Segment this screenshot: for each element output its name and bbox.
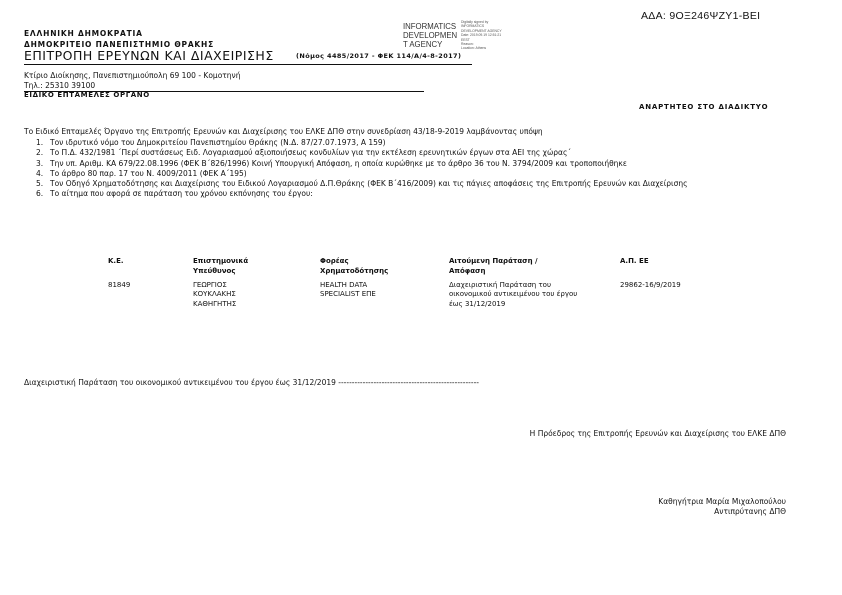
- intro-paragraph: Το Ειδικό Επταμελές Όργανο της Επιτροπής Ερευνών και Διαχείρισης του ΕΛΚΕ ΔΠΘ στην συνεδρίαση 43/18-9-2019 λαμβάνοντας υπόψη: [24, 127, 543, 136]
- header-divider: [24, 64, 472, 65]
- stamp-line-1: INFORMATICS: [403, 22, 457, 31]
- list-item-number: 5.: [36, 179, 44, 189]
- table-header-protocol: Α.Π. ΕΕ: [620, 257, 649, 265]
- list-item-text: Την υπ. Αριθμ. ΚΑ 679/22.08.1996 (ΦΕΚ Β΄826/1996) Κοινή Υπουργική Απόφαση, η οποία κυρώθηκε με το άρθρο 36 του Ν. 3794/2009 και τροποποιήθηκε: [50, 158, 627, 168]
- table-header-responsible: Επιστημονικά Υπεύθυνος: [193, 257, 249, 275]
- list-item-text: Τον ιδρυτικό νόμο του Δημοκριτείου Πανεπιστημίου Θράκης (Ν.Δ. 87/27.07.1973, Α 159): [50, 138, 386, 147]
- header-committee: ΕΠΙΤΡΟΠΗ ΕΡΕΥΝΩΝ ΚΑΙ ΔΙΑΧΕΙΡΙΣΗΣ: [24, 48, 274, 63]
- list-item-text: Τον Οδηγό Χρηματοδότησης και Διαχείρισης του Ειδικού Λογαριασμού Δ.Π.Θράκης (ΦΕΚ Β΄416/2009) και τις πάγιες αποφάσεις της Επιτροπής Ερευνών και Διαχείρισης: [50, 179, 688, 189]
- table-cell-protocol: 29862-16/9/2019: [620, 281, 681, 289]
- table-cell-funder: HEALTH DATA SPECIALIST ΕΠΕ: [320, 281, 376, 299]
- decision-text: Διαχειριστική Παράταση του οικονομικού αντικειμένου του έργου έως 31/12/2019 ----------------------------------------------------: [24, 378, 479, 387]
- table-header-funder: Φορέας Χρηματοδότησης: [320, 257, 389, 275]
- stamp-detail: EEST: [461, 37, 470, 42]
- stamp-detail: DEVELOPMENT AGENCY: [461, 28, 502, 33]
- header-organ: ΕΙΔΙΚΟ ΕΠΤΑΜΕΛΕΣ ΟΡΓΑΝΟ: [24, 91, 150, 99]
- list-item-number: 4.: [36, 168, 44, 178]
- publication-notice: ΑΝΑΡΤΗΤΕΟ ΣΤΟ ΔΙΑΔΙΚΤΥΟ: [639, 103, 769, 111]
- table-cell-extension: Διαχειριστική Παράταση του οικονομικού αντικειμένου του έργου έως 31/12/2019: [449, 281, 578, 308]
- list-item: [36, 179, 796, 189]
- header-university: ΔΗΜΟΚΡΙΤΕΙΟ ΠΑΝΕΠΙΣΤΗΜΙΟ ΘΡΑΚΗΣ: [24, 40, 215, 49]
- signatory-name: Καθηγήτρια Μαρία Μιχαλοπούλου: [658, 497, 786, 506]
- list-item: [36, 189, 796, 199]
- stamp-detail: Reason:: [461, 42, 474, 47]
- list-item-number: 3.: [36, 158, 44, 168]
- digital-signature-details: [461, 20, 502, 51]
- list-item: [36, 138, 796, 148]
- list-item: [36, 159, 796, 169]
- list-item: [36, 169, 796, 179]
- list-item-text: Το αίτημα που αφορά σε παράταση του χρόνου εκπόνησης του έργου:: [50, 189, 313, 199]
- list-item-text: Το Π.Δ. 432/1981 ΄Περί συστάσεως Ειδ. Λογαριασμού αξιοποιήσεως κονδυλίων για την εκτέλεση ερευνητικών έργων στα ΑΕΙ της χώρας΄: [50, 148, 572, 158]
- stamp-detail: INFORMATICS: [461, 24, 485, 29]
- stamp-detail: Location: Athens: [461, 46, 487, 51]
- table-cell-responsible: ΓΕΩΡΓΙΟΣ ΚΟΥΚΛΑΚΗΣ ΚΑΘΗΓΗΤΗΣ: [193, 281, 237, 308]
- stamp-line-3: T AGENCY: [403, 40, 443, 49]
- list-item-number: 2.: [36, 148, 44, 158]
- list-item-number: 6.: [36, 189, 44, 199]
- considerations-list: [36, 138, 796, 200]
- signatory-title: Αντιπρύτανης ΔΠΘ: [714, 507, 786, 516]
- signatory-role: Η Πρόεδρος της Επιτροπής Ερευνών και Διαχείρισης του ΕΛΚΕ ΔΠΘ: [529, 429, 786, 438]
- stamp-detail: Date: 2019.09.19 12:51:21: [461, 33, 502, 38]
- header-phone: Τηλ.: 25310 39100: [24, 81, 96, 90]
- digital-signature-stamp: [403, 22, 457, 49]
- stamp-line-2: DEVELOPMEN: [403, 31, 458, 40]
- list-item-text: Το άρθρο 80 παρ. 17 του Ν. 4009/2011 (ΦΕΚ Α΄195): [50, 168, 247, 178]
- stamp-detail: Digitally signed by: [461, 20, 489, 24]
- table-cell-ke: 81849: [108, 281, 131, 289]
- header-republic: ΕΛΛΗΝΙΚΗ ΔΗΜΟΚΡΑΤΙΑ: [24, 29, 143, 38]
- list-item: [36, 148, 796, 158]
- header-address: Κτίριο Διοίκησης, Πανεπιστημιούπολη 69 100 - Κομοτηνή: [24, 71, 241, 80]
- ada-code: ΑΔΑ: 9ΟΞ246ΨΖΥ1-ΒΕΙ: [641, 10, 761, 22]
- list-item-number: 1.: [36, 138, 44, 147]
- header-law-reference: (Νόμος 4485/2017 - ΦΕΚ 114/Α/4-8-2017): [296, 52, 462, 60]
- table-header-ke: Κ.Ε.: [108, 257, 124, 265]
- table-header-extension: Αιτούμενη Παράταση / Απόφαση: [449, 257, 538, 275]
